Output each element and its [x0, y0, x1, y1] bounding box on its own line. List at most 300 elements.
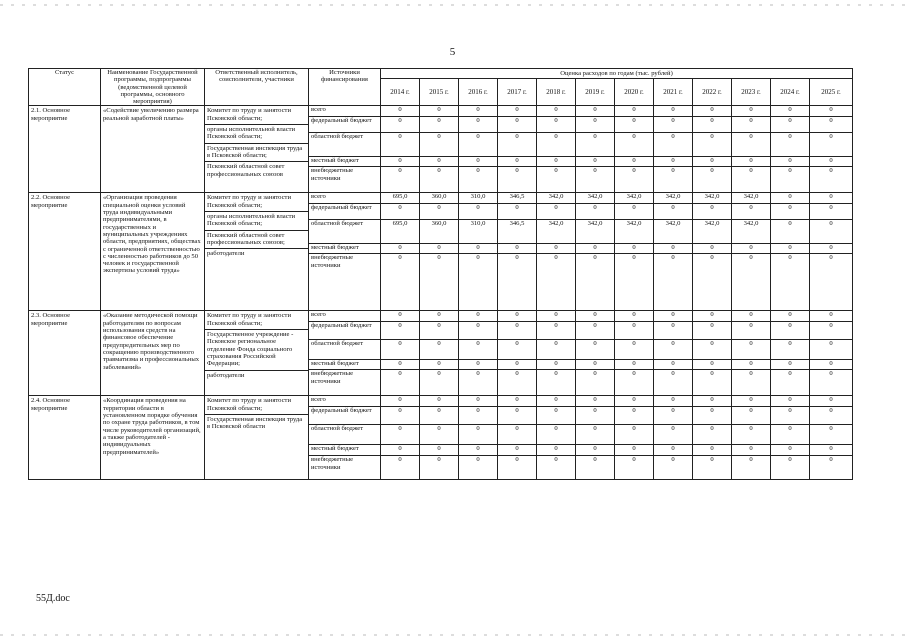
value-cell: 0 — [693, 167, 732, 193]
value-cell: 0 — [810, 445, 853, 456]
value-cell: 0 — [537, 322, 576, 340]
responsible-party: Комитет по труду и занятости Псковской области; — [205, 106, 308, 125]
value-cell: 0 — [498, 204, 537, 220]
value-cell: 0 — [459, 407, 498, 425]
value-cell: 0 — [771, 311, 810, 322]
value-cell: 0 — [771, 445, 810, 456]
value-cell: 0 — [771, 133, 810, 157]
value-cell: 0 — [810, 133, 853, 157]
year-header-cell: 2023 г. — [732, 79, 771, 106]
value-cell: 0 — [420, 157, 459, 167]
funding-source: областной бюджет — [309, 425, 381, 445]
value-cell: 0 — [615, 407, 654, 425]
value-cell: 0 — [498, 407, 537, 425]
value-cell: 0 — [693, 254, 732, 311]
value-cell: 0 — [498, 167, 537, 193]
value-cell: 0 — [537, 340, 576, 360]
value-cell: 0 — [732, 456, 771, 480]
responsible-party: Псковский областной совет профессиональных союзов; — [205, 231, 308, 250]
value-cell: 0 — [654, 360, 693, 370]
responsible-party: Псковский областной совет профессиональных союзов — [207, 163, 285, 178]
table-row — [29, 311, 853, 322]
activity-name: «Содействие увеличению размера реальной заработной платы» — [101, 106, 205, 193]
funding-source: федеральный бюджет — [309, 407, 381, 425]
value-cell: 0 — [615, 244, 654, 254]
value-cell: 0 — [576, 133, 615, 157]
value-cell: 0 — [771, 193, 810, 204]
responsible-party: Государственная инспекция труда в Псковской области — [207, 416, 303, 431]
responsible-party: работодатели — [207, 371, 245, 379]
value-cell: 0 — [771, 157, 810, 167]
value-cell: 0 — [459, 254, 498, 311]
value-cell: 695,0 — [381, 220, 420, 244]
value-cell: 0 — [654, 445, 693, 456]
table-row — [29, 106, 853, 117]
value-cell: 0 — [498, 106, 537, 117]
value-cell: 0 — [420, 254, 459, 311]
value-cell: 0 — [615, 456, 654, 480]
value-cell: 0 — [420, 311, 459, 322]
funding-source: областной бюджет — [309, 220, 381, 244]
value-cell: 342,0 — [693, 220, 732, 244]
value-cell: 0 — [420, 117, 459, 133]
responsible-party: Комитет по труду и занятости Псковской области; — [205, 396, 308, 415]
value-cell: 0 — [459, 167, 498, 193]
value-cell: 0 — [654, 133, 693, 157]
scan-noise-top — [0, 4, 905, 6]
value-cell: 0 — [576, 370, 615, 396]
scan-noise-bottom — [0, 634, 905, 636]
activity-responsible — [205, 311, 309, 396]
value-cell: 0 — [771, 360, 810, 370]
value-cell: 0 — [576, 204, 615, 220]
value-cell: 0 — [537, 254, 576, 311]
funding-source: местный бюджет — [309, 244, 381, 254]
value-cell: 0 — [810, 117, 853, 133]
value-cell: 0 — [771, 220, 810, 244]
value-cell: 0 — [810, 311, 853, 322]
value-cell: 0 — [459, 244, 498, 254]
value-cell: 0 — [732, 396, 771, 407]
value-cell: 0 — [576, 244, 615, 254]
value-cell: 0 — [420, 133, 459, 157]
value-cell: 0 — [537, 244, 576, 254]
value-cell: 0 — [381, 340, 420, 360]
year-header-cell: 2019 г. — [576, 79, 615, 106]
header-sources: Источники финансирования — [309, 69, 381, 106]
activity-status: 2.4. Основное мероприятие — [29, 396, 101, 480]
value-cell: 0 — [381, 396, 420, 407]
value-cell: 0 — [732, 106, 771, 117]
value-cell: 0 — [810, 407, 853, 425]
value-cell: 0 — [381, 167, 420, 193]
value-cell: 0 — [732, 254, 771, 311]
value-cell: 0 — [732, 133, 771, 157]
value-cell: 0 — [537, 167, 576, 193]
value-cell: 0 — [420, 322, 459, 340]
value-cell: 0 — [810, 456, 853, 480]
value-cell: 0 — [537, 425, 576, 445]
value-cell: 0 — [810, 244, 853, 254]
value-cell: 360,0 — [420, 220, 459, 244]
value-cell: 0 — [459, 445, 498, 456]
value-cell: 0 — [732, 425, 771, 445]
value-cell: 0 — [810, 220, 853, 244]
value-cell: 0 — [420, 407, 459, 425]
value-cell: 0 — [615, 106, 654, 117]
value-cell: 0 — [498, 322, 537, 340]
value-cell: 0 — [810, 322, 853, 340]
value-cell: 0 — [771, 167, 810, 193]
value-cell: 0 — [810, 425, 853, 445]
value-cell: 0 — [498, 370, 537, 396]
value-cell: 0 — [459, 106, 498, 117]
header-name: Наименование Государственной программы, подпрограммы (ведомственной целевой программы, основного мероприятия) — [101, 69, 205, 106]
value-cell: 342,0 — [732, 193, 771, 204]
value-cell: 0 — [576, 396, 615, 407]
value-cell: 0 — [576, 117, 615, 133]
value-cell: 0 — [771, 254, 810, 311]
value-cell: 0 — [732, 311, 771, 322]
value-cell: 342,0 — [693, 193, 732, 204]
value-cell: 0 — [693, 340, 732, 360]
activity-status: 2.2. Основное мероприятие — [29, 193, 101, 311]
activity-name: «Координация проведения на территории области в установленном порядке обучения по охране труда работников, в том числе руководителей организаций, а также работодателей - индивидуальных предпринимателей» — [101, 396, 205, 480]
value-cell: 0 — [654, 370, 693, 396]
value-cell: 0 — [771, 456, 810, 480]
value-cell: 0 — [654, 167, 693, 193]
value-cell: 0 — [576, 360, 615, 370]
funding-source: федеральный бюджет — [309, 204, 381, 220]
value-cell: 342,0 — [537, 193, 576, 204]
value-cell: 0 — [498, 117, 537, 133]
value-cell: 0 — [381, 157, 420, 167]
responsible-party: Комитет по труду и занятости Псковской области; — [205, 193, 308, 212]
value-cell: 0 — [654, 322, 693, 340]
value-cell: 0 — [771, 340, 810, 360]
value-cell: 0 — [615, 370, 654, 396]
funding-source: местный бюджет — [309, 360, 381, 370]
value-cell: 0 — [654, 340, 693, 360]
header-status: Статус — [29, 69, 101, 106]
value-cell: 0 — [576, 340, 615, 360]
value-cell: 0 — [693, 117, 732, 133]
value-cell: 310,0 — [459, 220, 498, 244]
activity-name: «Оказание методической помощи работодателям по вопросам использования средств на финансовое обеспечение предупредительных мер по сокращению производственного травматизма и профессиональных заболеваний» — [101, 311, 205, 396]
year-header-cell: 2022 г. — [693, 79, 732, 106]
responsible-party: органы исполнительной власти Псковской области; — [205, 212, 308, 231]
value-cell: 0 — [381, 106, 420, 117]
footer-filename: 55Д.doc — [36, 593, 70, 604]
value-cell: 0 — [810, 106, 853, 117]
value-cell: 0 — [381, 407, 420, 425]
value-cell: 0 — [810, 340, 853, 360]
value-cell: 0 — [732, 407, 771, 425]
value-cell: 342,0 — [615, 220, 654, 244]
value-cell: 0 — [732, 322, 771, 340]
value-cell: 0 — [615, 396, 654, 407]
value-cell: 0 — [654, 106, 693, 117]
value-cell: 0 — [693, 425, 732, 445]
value-cell: 0 — [810, 396, 853, 407]
value-cell: 0 — [693, 322, 732, 340]
value-cell: 0 — [420, 396, 459, 407]
value-cell: 0 — [615, 340, 654, 360]
value-cell: 0 — [771, 407, 810, 425]
value-cell: 0 — [732, 117, 771, 133]
value-cell: 342,0 — [654, 193, 693, 204]
value-cell: 0 — [498, 254, 537, 311]
value-cell: 0 — [420, 456, 459, 480]
value-cell: 0 — [381, 133, 420, 157]
value-cell: 0 — [576, 157, 615, 167]
value-cell: 0 — [420, 106, 459, 117]
value-cell: 0 — [381, 254, 420, 311]
value-cell: 0 — [576, 254, 615, 311]
value-cell: 0 — [693, 445, 732, 456]
value-cell: 0 — [615, 117, 654, 133]
year-header-cell: 2025 г. — [810, 79, 853, 106]
value-cell: 0 — [693, 244, 732, 254]
value-cell: 342,0 — [654, 220, 693, 244]
value-cell: 0 — [654, 157, 693, 167]
year-header-cell: 2017 г. — [498, 79, 537, 106]
value-cell: 0 — [732, 370, 771, 396]
value-cell: 0 — [498, 157, 537, 167]
value-cell: 0 — [693, 360, 732, 370]
value-cell: 0 — [537, 407, 576, 425]
value-cell: 0 — [615, 133, 654, 157]
value-cell: 0 — [498, 396, 537, 407]
value-cell: 0 — [537, 311, 576, 322]
value-cell: 342,0 — [615, 193, 654, 204]
value-cell: 0 — [420, 370, 459, 396]
value-cell: 342,0 — [576, 193, 615, 204]
funding-source: всего — [309, 193, 381, 204]
value-cell: 0 — [537, 133, 576, 157]
value-cell: 0 — [498, 311, 537, 322]
value-cell: 0 — [654, 244, 693, 254]
value-cell: 0 — [459, 456, 498, 480]
value-cell: 0 — [732, 445, 771, 456]
value-cell: 0 — [771, 244, 810, 254]
value-cell: 0 — [537, 445, 576, 456]
value-cell: 0 — [732, 244, 771, 254]
funding-source: внебюджетные источники — [309, 370, 381, 396]
value-cell: 0 — [498, 445, 537, 456]
expenditure-table — [28, 68, 853, 480]
value-cell: 0 — [654, 407, 693, 425]
value-cell: 0 — [576, 311, 615, 322]
activity-status: 2.1. Основное мероприятие — [29, 106, 101, 193]
activity-name: «Организация проведения специальной оценки условий труда индивидуальными предпринимателями, в государственных и муниципальных учреждениях области, предприятиях, обществах с ограниченной ответственностью с численностью работников до 50 человек и государственной экспертизы условий труда» — [101, 193, 205, 311]
value-cell: 0 — [537, 106, 576, 117]
value-cell: 695,0 — [381, 193, 420, 204]
value-cell: 0 — [537, 117, 576, 133]
value-cell: 0 — [615, 204, 654, 220]
value-cell: 0 — [459, 396, 498, 407]
value-cell: 0 — [381, 117, 420, 133]
value-cell: 0 — [810, 157, 853, 167]
table-body — [29, 106, 853, 480]
header-responsible: Ответственный исполнитель, соисполнители, участники — [205, 69, 309, 106]
value-cell: 0 — [537, 360, 576, 370]
year-header-cell: 2020 г. — [615, 79, 654, 106]
value-cell: 0 — [615, 157, 654, 167]
value-cell: 0 — [693, 133, 732, 157]
value-cell: 0 — [693, 407, 732, 425]
value-cell: 0 — [732, 157, 771, 167]
activity-responsible — [205, 106, 309, 193]
value-cell: 0 — [459, 157, 498, 167]
value-cell: 0 — [576, 445, 615, 456]
funding-source: местный бюджет — [309, 157, 381, 167]
value-cell: 0 — [615, 167, 654, 193]
value-cell: 0 — [693, 311, 732, 322]
funding-source: областной бюджет — [309, 133, 381, 157]
funding-source: всего — [309, 106, 381, 117]
value-cell: 0 — [576, 322, 615, 340]
value-cell: 0 — [615, 254, 654, 311]
value-cell: 0 — [576, 456, 615, 480]
value-cell: 0 — [810, 370, 853, 396]
value-cell: 0 — [693, 157, 732, 167]
funding-source: всего — [309, 396, 381, 407]
responsible-party: работодатели — [207, 250, 245, 258]
funding-source: местный бюджет — [309, 445, 381, 456]
value-cell: 0 — [381, 370, 420, 396]
value-cell: 310,0 — [459, 193, 498, 204]
value-cell: 0 — [654, 311, 693, 322]
value-cell: 0 — [732, 204, 771, 220]
value-cell: 0 — [498, 456, 537, 480]
value-cell: 0 — [654, 396, 693, 407]
value-cell: 0 — [576, 106, 615, 117]
value-cell: 0 — [459, 340, 498, 360]
year-header-cell: 2016 г. — [459, 79, 498, 106]
value-cell: 0 — [615, 445, 654, 456]
year-header-cell: 2024 г. — [771, 79, 810, 106]
value-cell: 0 — [537, 456, 576, 480]
value-cell: 0 — [810, 167, 853, 193]
table-row — [29, 193, 853, 204]
activity-status: 2.3. Основное мероприятие — [29, 311, 101, 396]
value-cell: 0 — [459, 360, 498, 370]
value-cell: 0 — [693, 456, 732, 480]
value-cell: 360,0 — [420, 193, 459, 204]
value-cell: 0 — [420, 360, 459, 370]
funding-source: внебюджетные источники — [309, 456, 381, 480]
value-cell: 0 — [615, 322, 654, 340]
value-cell: 0 — [810, 360, 853, 370]
value-cell: 0 — [459, 322, 498, 340]
value-cell: 0 — [459, 204, 498, 220]
value-cell: 0 — [381, 311, 420, 322]
value-cell: 0 — [615, 311, 654, 322]
value-cell: 0 — [732, 360, 771, 370]
value-cell: 0 — [381, 445, 420, 456]
value-cell: 0 — [654, 456, 693, 480]
value-cell: 0 — [693, 396, 732, 407]
year-header-cell: 2018 г. — [537, 79, 576, 106]
value-cell: 0 — [498, 360, 537, 370]
value-cell: 0 — [693, 106, 732, 117]
value-cell: 0 — [537, 396, 576, 407]
responsible-party: Комитет по труду и занятости Псковской области; — [205, 311, 308, 330]
value-cell: 0 — [576, 425, 615, 445]
value-cell: 0 — [537, 204, 576, 220]
value-cell: 0 — [810, 204, 853, 220]
funding-source: внебюджетные источники — [309, 254, 381, 311]
value-cell: 0 — [810, 254, 853, 311]
responsible-party: Государственное учреждение - Псковское региональное отделение Фонда социального страхования Российской Федерации; — [205, 330, 308, 370]
value-cell: 0 — [459, 117, 498, 133]
value-cell: 0 — [498, 425, 537, 445]
value-cell: 0 — [576, 407, 615, 425]
value-cell: 0 — [381, 322, 420, 340]
value-cell: 0 — [615, 425, 654, 445]
value-cell: 0 — [693, 370, 732, 396]
value-cell: 0 — [420, 340, 459, 360]
value-cell: 0 — [537, 157, 576, 167]
year-header-cell: 2021 г. — [654, 79, 693, 106]
responsible-party: органы исполнительной власти Псковской области; — [205, 125, 308, 144]
value-cell: 0 — [693, 204, 732, 220]
value-cell: 0 — [459, 425, 498, 445]
value-cell: 0 — [381, 360, 420, 370]
value-cell: 0 — [576, 167, 615, 193]
value-cell: 0 — [654, 425, 693, 445]
value-cell: 0 — [654, 204, 693, 220]
value-cell: 346,5 — [498, 193, 537, 204]
value-cell: 0 — [654, 254, 693, 311]
year-header-cell: 2015 г. — [420, 79, 459, 106]
funding-source: федеральный бюджет — [309, 322, 381, 340]
activity-responsible — [205, 396, 309, 480]
value-cell: 0 — [381, 244, 420, 254]
value-cell: 0 — [537, 370, 576, 396]
responsible-party: Государственная инспекция труда в Псковской области; — [205, 144, 308, 163]
header-estimate: Оценка расходов по годам (тыс. рублей) — [381, 69, 853, 79]
value-cell: 0 — [420, 244, 459, 254]
funding-source: областной бюджет — [309, 340, 381, 360]
value-cell: 342,0 — [732, 220, 771, 244]
value-cell: 346,5 — [498, 220, 537, 244]
value-cell: 0 — [498, 340, 537, 360]
value-cell: 0 — [381, 204, 420, 220]
value-cell: 0 — [771, 370, 810, 396]
value-cell: 0 — [615, 360, 654, 370]
value-cell: 0 — [381, 456, 420, 480]
value-cell: 0 — [498, 133, 537, 157]
value-cell: 0 — [459, 370, 498, 396]
value-cell: 0 — [732, 340, 771, 360]
value-cell: 0 — [420, 167, 459, 193]
value-cell: 0 — [498, 244, 537, 254]
value-cell: 0 — [654, 117, 693, 133]
funding-source: всего — [309, 311, 381, 322]
funding-source: федеральный бюджет — [309, 117, 381, 133]
page-number: 5 — [449, 46, 456, 58]
value-cell: 0 — [459, 133, 498, 157]
value-cell: 0 — [771, 204, 810, 220]
value-cell: 0 — [771, 117, 810, 133]
table-row — [29, 396, 853, 407]
value-cell: 0 — [420, 445, 459, 456]
value-cell: 0 — [420, 425, 459, 445]
activity-responsible — [205, 193, 309, 311]
value-cell: 0 — [771, 425, 810, 445]
